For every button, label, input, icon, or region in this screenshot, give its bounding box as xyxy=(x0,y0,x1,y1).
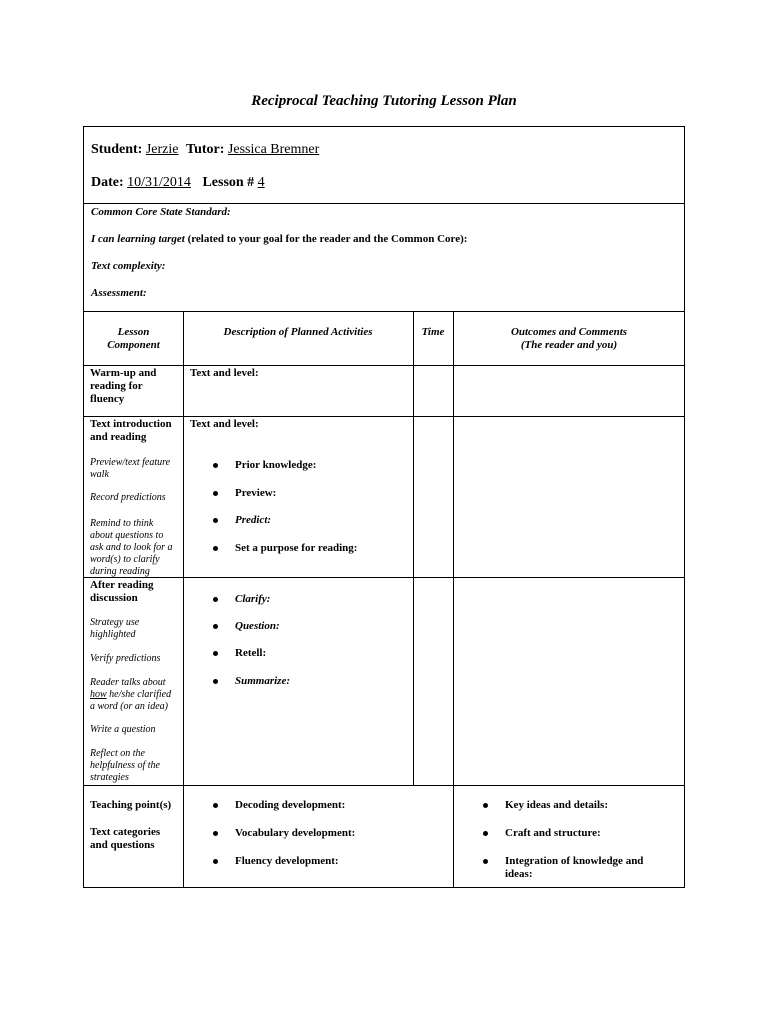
divider-column-headers xyxy=(84,365,684,366)
bullet-integration: Integration of knowledge and ideas: xyxy=(505,855,644,880)
lesson-number: 4 xyxy=(257,175,265,190)
bullet-icon xyxy=(483,859,488,864)
bullet-icon xyxy=(213,651,218,656)
common-core-label: Common Core State Standard: xyxy=(91,206,231,218)
bullet-icon xyxy=(483,831,488,836)
divider-header xyxy=(84,203,684,204)
bullet-clarify: Clarify: xyxy=(235,593,271,605)
column-header-time: Time xyxy=(421,326,445,338)
bullet-prior-knowledge: Prior knowledge: xyxy=(235,459,317,471)
divider-col-2 xyxy=(413,311,414,785)
learning-target-label: I can learning target xyxy=(91,233,185,245)
bullet-vocabulary: Vocabulary development: xyxy=(235,827,356,839)
divider-standards xyxy=(84,311,684,312)
bullet-preview: Preview: xyxy=(235,487,277,499)
student-label: Student: xyxy=(91,142,143,157)
tutor-label: Tutor: xyxy=(186,142,225,157)
bullet-icon xyxy=(213,518,218,523)
bullet-question: Question: xyxy=(235,620,280,632)
after-note-strategy: Strategy use highlighted xyxy=(90,617,140,640)
column-header-component: Lesson Component xyxy=(107,326,160,351)
teaching-point-label: Teaching point(s) xyxy=(90,799,172,811)
intro-note-remind: Remind to think about questions to ask and to look for a word(s) to clarify during reading xyxy=(90,518,173,577)
lesson-plan-table xyxy=(83,126,685,888)
tutor-name: Jessica Bremner xyxy=(227,142,320,157)
bullet-icon xyxy=(213,546,218,551)
learning-target-description: (related to your goal for the reader and the Common Core): xyxy=(187,233,468,245)
text-categories-label: Text categories and questions xyxy=(90,826,161,851)
intro-label: Text introduction and reading xyxy=(90,418,172,443)
after-note-reflect: Reflect on the helpfulness of the strategies xyxy=(90,748,160,783)
lesson-label: Lesson # xyxy=(202,175,255,190)
bullet-icon xyxy=(213,463,218,468)
divider-intro xyxy=(84,577,684,578)
warmup-label: Warm-up and reading for fluency xyxy=(90,367,157,405)
bullet-summarize: Summarize: xyxy=(235,675,291,687)
bullet-icon xyxy=(213,859,218,864)
after-note-verify: Verify predictions xyxy=(90,653,161,664)
bullet-retell: Retell: xyxy=(235,647,267,659)
divider-col-1 xyxy=(183,311,184,887)
intro-note-predictions: Record predictions xyxy=(90,492,166,503)
bullet-icon xyxy=(213,803,218,808)
bullet-icon xyxy=(213,831,218,836)
bullet-set-purpose: Set a purpose for reading: xyxy=(235,542,358,554)
date-label: Date: xyxy=(91,175,124,190)
intro-note-preview: Preview/text feature walk xyxy=(90,457,171,480)
divider-warmup xyxy=(84,416,684,417)
intro-text-level: Text and level: xyxy=(190,418,259,430)
warmup-text-level: Text and level: xyxy=(190,367,259,379)
divider-col-3 xyxy=(453,311,454,887)
bullet-fluency: Fluency development: xyxy=(235,855,339,867)
student-name: Jerzie xyxy=(145,142,179,157)
date-line xyxy=(91,175,265,191)
bullet-predict: Predict: xyxy=(235,514,272,526)
text-complexity-label: Text complexity: xyxy=(91,260,166,272)
document-title: Reciprocal Teaching Tutoring Lesson Plan xyxy=(251,93,517,109)
bullet-icon xyxy=(483,803,488,808)
date-value: 10/31/2014 xyxy=(127,175,191,190)
bullet-decoding: Decoding development: xyxy=(235,799,346,811)
after-note-write-question: Write a question xyxy=(90,724,156,735)
bullet-icon xyxy=(213,597,218,602)
bullet-craft-structure: Craft and structure: xyxy=(505,827,601,839)
column-header-description: Description of Planned Activities xyxy=(223,326,373,338)
student-line xyxy=(91,142,319,158)
column-header-outcomes: Outcomes and Comments (The reader and you) xyxy=(510,326,628,351)
bullet-key-ideas: Key ideas and details: xyxy=(505,799,608,811)
bullet-icon xyxy=(213,491,218,496)
after-note-clarified: Reader talks about how he/she clarified a word (or an idea) xyxy=(90,677,172,712)
learning-target-line xyxy=(91,233,467,246)
after-reading-label: After reading discussion xyxy=(90,579,154,604)
bullet-icon xyxy=(213,679,218,684)
bullet-icon xyxy=(213,624,218,629)
assessment-label: Assessment: xyxy=(91,287,147,299)
divider-after xyxy=(84,785,684,786)
